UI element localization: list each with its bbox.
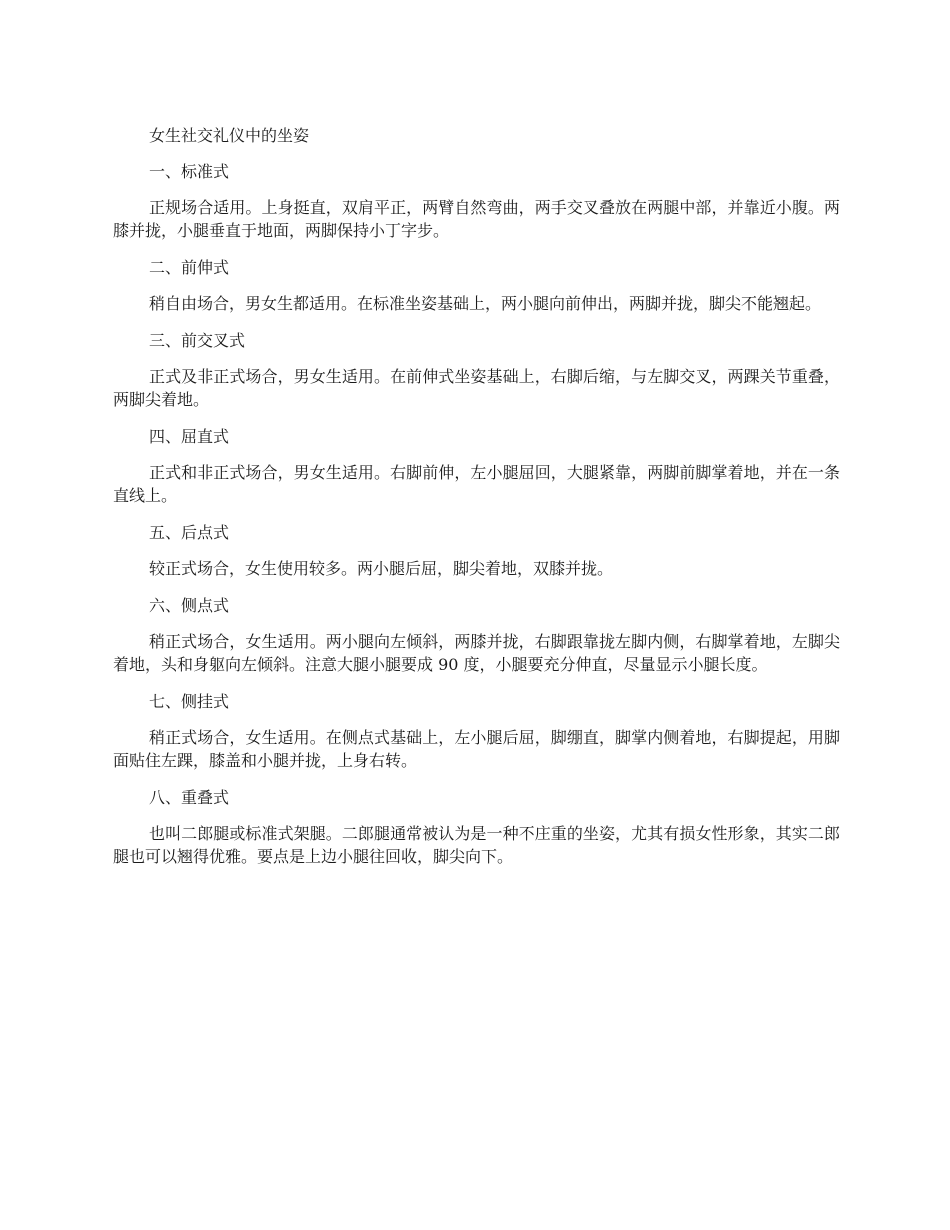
document-page	[113, 124, 840, 882]
section-body: 正规场合适用。上身挺直，双肩平正，两臂自然弯曲，两手交叉叠放在两腿中部，并靠近小腹。两膝并拢，小腿垂直于地面，两脚保持小丁字步。	[113, 198, 840, 240]
section-heading: 四、屈直式	[149, 427, 230, 446]
section-heading: 一、标准式	[149, 162, 230, 181]
section-heading: 六、侧点式	[149, 596, 230, 615]
section-heading: 五、后点式	[149, 523, 230, 542]
section-body: 稍正式场合，女生适用。两小腿向左倾斜，两膝并拢，右脚跟靠拢左脚内侧，右脚掌着地，左脚尖着地，头和身躯向左倾斜。注意大腿小腿要成 90 度，小腿要充分伸直，尽量显示小腿长度。	[113, 632, 840, 674]
section-heading: 三、前交叉式	[149, 331, 246, 350]
section-heading: 二、前伸式	[149, 258, 230, 277]
section-body: 正式和非正式场合，男女生适用。右脚前伸，左小腿屈回，大腿紧靠，两脚前脚掌着地，并在一条直线上。	[113, 463, 840, 505]
section-heading: 八、重叠式	[149, 788, 230, 807]
section-body: 正式及非正式场合，男女生适用。在前伸式坐姿基础上，右脚后缩，与左脚交叉，两踝关节重叠，两脚尖着地。	[113, 367, 840, 409]
section-body: 也叫二郎腿或标准式架腿。二郎腿通常被认为是一种不庄重的坐姿，尤其有损女性形象，其实二郎腿也可以翘得优雅。要点是上边小腿往回收，脚尖向下。	[113, 824, 840, 866]
section-body: 稍正式场合，女生适用。在侧点式基础上，左小腿后屈，脚绷直，脚掌内侧着地，右脚提起，用脚面贴住左踝，膝盖和小腿并拢，上身右转。	[113, 728, 840, 770]
section-body: 较正式场合，女生使用较多。两小腿后屈，脚尖着地，双膝并拢。	[149, 559, 614, 578]
document-title: 女生社交礼仪中的坐姿	[149, 126, 310, 145]
section-body: 稍自由场合，男女生都适用。在标准坐姿基础上，两小腿向前伸出，两脚并拢，脚尖不能翘起。	[149, 294, 822, 313]
section-heading: 七、侧挂式	[149, 692, 230, 711]
